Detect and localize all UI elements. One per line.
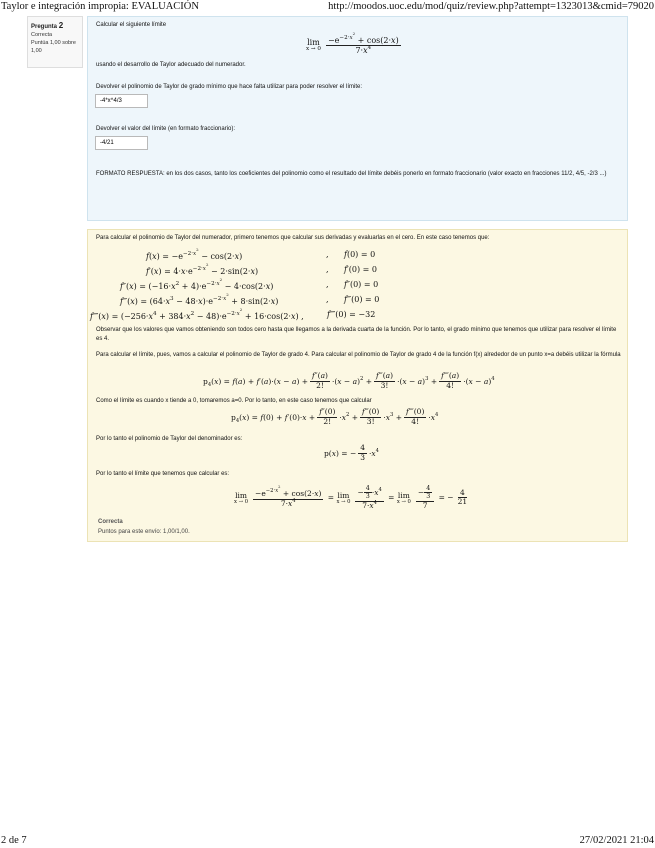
- part1-answer-field[interactable]: -4*x^4/3: [95, 94, 148, 108]
- taylor-formula-general: $p_4(x) = f(a) + f'(a)\cdot(x - a)$ + $\frac{f''(a)}{2!}$ $\cdot(x - a)^2$ + $\frac{f‴(a)}{3!}$ $\cdot(x - a)^3$ + $\frac{f⁗(a)}{4!}$ $\cdot(x - a)^4$: [203, 371, 495, 390]
- derivative-expression: f‴(x) = $(64\cdot x^3 - 48\cdot x)\cdot e^{-2\cdot x^2} + 8\cdot\sin(2\cdot x)$: [120, 292, 279, 306]
- derivative-value: f(0) = 0: [344, 250, 376, 259]
- taylor-polynomial: p(x) = − $\frac{4}{3}$ $\cdot x^4$: [324, 443, 379, 462]
- question-hint: usando el desarrollo de Taylor adecuado del numerador.: [96, 62, 246, 68]
- question-number: Pregunta 2: [31, 21, 64, 30]
- derivative-value: f‴(0) = 0: [344, 295, 380, 304]
- question-info: [27, 16, 83, 68]
- limit-fraction: [326, 31, 401, 56]
- question-grade-line2: 1,00: [31, 47, 42, 54]
- question-feedback: [87, 229, 628, 542]
- feedback-as-zero: Como el límite es cuando x tiende a 0, tomaremos a=0. Por lo tanto, en este caso tenemos que calcular: [96, 398, 372, 404]
- derivative-value: f⁗(0) = −32: [327, 310, 376, 319]
- feedback-limit-label: Por lo tanto el límite que tenemos que calcular es:: [96, 471, 230, 477]
- limit-denominator: $7\cdot x^4$: [355, 45, 372, 56]
- print-footer: [0, 834, 655, 848]
- derivative-row: $f'(x) = 4\cdot x\cdot e^{-2\cdot x^2} - 2\cdot\sin(2\cdot x)$ , f′(0) = 0: [146, 262, 377, 276]
- feedback-poly-label: Por lo tanto el polinomio de Taylor del denominador es:: [96, 436, 243, 442]
- limit-numerator: $-e^{-2\cdot x^2} + \cos(2\cdot x)$: [327, 31, 399, 45]
- question-grade-line1: Puntúa 1,00 sobre: [31, 39, 76, 46]
- taylor-formula-zero: $p_4(x) = f(0) + f'(0)\cdot x$ + $\frac{f''(0)}{2!}$ $\cdot x^2$ + $\frac{f‴(0)}{3!}$ $\cdot x^3$ + $\frac{f⁗(0)}{4!}$ $\cdot x^4$: [231, 407, 439, 426]
- feedback-observe: Observar que los valores que vamos obteniendo son todos cero hasta que llegamos a la derivada cuarta de la función. Por lo tanto, el grado mínimo que tenemos que utilizar para resolver el límite es 4.: [96, 327, 617, 343]
- part2-answer-field[interactable]: -4/21: [95, 136, 148, 150]
- feedback-grade-note: Puntos para este envío: 1,00/1,00.: [98, 529, 190, 535]
- format-note: FORMATO RESPUESTA: en los dos casos, tanto los coeficientes del polinomio como el resultado del límite debéis ponerlo en formato fraccionario (valor exacto en fracciones 11/2, 4/5, -2/3 ...): [96, 171, 607, 177]
- page-url: http://moodos.uoc.edu/mod/quiz/review.php?attempt=1323013&cmid=79020: [328, 1, 654, 12]
- derivative-expression: $f(x) = -e^{-2\cdot x^2} - \cos(2\cdot x)$: [146, 247, 243, 261]
- question-state: Correcta: [31, 31, 53, 38]
- derivative-row: $f''(x) = (-16\cdot x^2 + 4)\cdot e^{-2\cdot x^2} - 4\cdot\cos(2\cdot x)$ , f″(0) = 0: [120, 277, 379, 291]
- limit-expression: [306, 31, 403, 56]
- derivative-row: f‴(x) = $(64\cdot x^3 - 48\cdot x)\cdot e^{-2\cdot x^2} + 8\cdot\sin(2\cdot x)$ , f‴(0) = 0: [120, 292, 380, 306]
- print-header: [0, 0, 655, 14]
- part1-prompt: Devolver el polinomio de Taylor de grado mínimo que hace falta utilizar para poder resolver el límite:: [96, 84, 363, 90]
- derivative-row: [88, 307, 629, 321]
- print-datetime: 27/02/2021 21:04: [579, 835, 654, 846]
- derivative-expression: f⁗(x) = $(-256\cdot x^4 + 384\cdot x^2 - 48)\cdot e^{-2\cdot x^2} + 16\cdot\cos(2\cdot x)$ ,: [90, 307, 304, 321]
- feedback-intro: Para calcular el polinomio de Taylor del numerador, primero tenemos que calcular sus derivadas y evaluarlas en el cero. En este caso tenemos que:: [96, 235, 490, 241]
- derivative-value: f′(0) = 0: [344, 265, 377, 274]
- page-number: 2 de 7: [1, 835, 27, 846]
- page-title: Taylor e integración impropia: EVALUACIÓN: [1, 1, 199, 12]
- question-intro: Calcular el siguiente límite: [96, 22, 167, 28]
- question-formulation: [87, 16, 628, 221]
- derivative-row: $f(x) = -e^{-2\cdot x^2} - \cos(2\cdot x)$ , f(0) = 0: [146, 247, 376, 261]
- derivative-expression: $f''(x) = (-16\cdot x^2 + 4)\cdot e^{-2\cdot x^2} - 4\cdot\cos(2\cdot x)$: [120, 277, 274, 291]
- feedback-general: Para calcular el límite, pues, vamos a calcular el polinomio de Taylor de grado 4. Para calcular el polinomio de Taylor de grado 4 de la función f(x) alrededor de un punto x=a debéis utilizar la fórmula: [96, 352, 621, 358]
- limit-operator: lim x → 0: [306, 37, 321, 52]
- limit-solution: lim x → 0 $\frac{-e^{-2\cdot x^2} + \cos(2\cdot x)}{7\cdot x^4}$ = lim x → 0 − $\frac{4}{3}$ $\cdot x^4$ $7\cdot x^4$ = lim x → 0 − $\frac{4}{3}$ 7 = − $\frac{4}{21}$: [234, 484, 468, 510]
- part2-prompt: Devolver el valor del límite (en formato fraccionario):: [96, 126, 236, 132]
- feedback-state: Correcta: [98, 519, 123, 525]
- derivative-value: f″(0) = 0: [344, 280, 379, 289]
- limit-result: $\frac{4}{21}$: [457, 487, 468, 507]
- derivative-expression: $f'(x) = 4\cdot x\cdot e^{-2\cdot x^2} - 2\cdot\sin(2\cdot x)$: [146, 262, 259, 276]
